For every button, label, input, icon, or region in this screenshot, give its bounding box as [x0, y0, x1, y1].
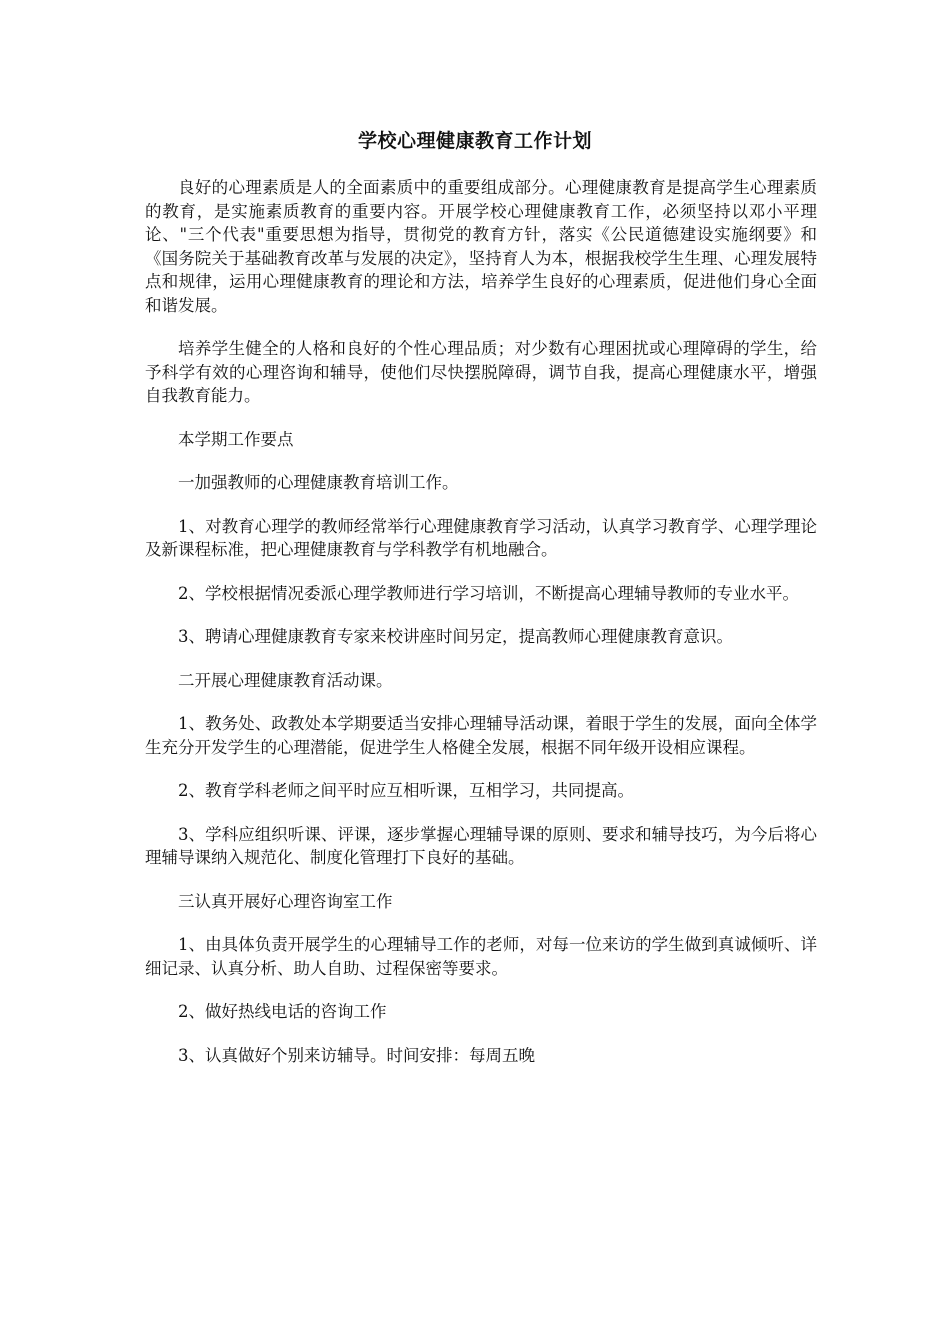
document-body — [145, 176, 817, 1087]
list-item: 1、由具体负责开展学生的心理辅导工作的老师，对每一位来访的学生做到真诚倾听、详细记录、认真分析、助人自助、过程保密等要求。 — [145, 935, 817, 978]
list-item: 3、学科应组织听课、评课，逐步掌握心理辅导课的原则、要求和辅导技巧，为今后将心理辅导课纳入规范化、制度化管理打下良好的基础。 — [145, 824, 817, 867]
paragraph-intro: 良好的心理素质是人的全面素质中的重要组成部分。心理健康教育是提高学生心理素质的教育，是实施素质教育的重要内容。开展学校心理健康教育工作，必须坚持以邓小平理论、"三个代表"重要思想为指导，贯彻党的教育方针，落实《公民道德建设实施纲要》和《国务院关于基础教育改革与发展的决定》，坚持育人为本，根据我校学生生理、心理发展特点和规律，运用心理健康教育的理论和方法，培养学生良好的心理素质，促进他们身心全面和谐发展。 — [145, 178, 817, 315]
list-item: 2、教育学科老师之间平时应互相听课，互相学习，共同提高。 — [178, 781, 634, 800]
list-item: 1、对教育心理学的教师经常举行心理健康教育学习活动，认真学习教育学、心理学理论及新课程标准，把心理健康教育与学科教学有机地融合。 — [145, 516, 817, 559]
section-heading-counseling-room: 三认真开展好心理咨询室工作 — [178, 891, 393, 911]
list-item: 3、聘请心理健康教育专家来校讲座时间另定，提高教师心理健康教育意识。 — [178, 627, 733, 646]
list-item: 1、教务处、政教处本学期要适当安排心理辅导活动课，着眼于学生的发展，面向全体学生充分开发学生的心理潜能，促进学生人格健全发展，根据不同年级开设相应课程。 — [145, 714, 817, 757]
section-heading-activity-class: 二开展心理健康教育活动课。 — [178, 670, 393, 690]
list-item: 3、认真做好个别来访辅导。时间安排：每周五晚 — [178, 1045, 535, 1065]
section-heading-teacher-training: 一加强教师的心理健康教育培训工作。 — [178, 473, 459, 492]
list-item: 2、做好热线电话的咨询工作 — [178, 1002, 387, 1021]
paragraph-goals: 培养学生健全的人格和良好的个性心理品质；对少数有心理困扰或心理障碍的学生，给予科学有效的心理咨询和辅导，使他们尽快摆脱障碍，调节自我，提高心理健康水平，增强自我教育能力。 — [145, 339, 817, 405]
list-item: 2、学校根据情况委派心理学教师进行学习培训，不断提高心理辅导教师的专业水平。 — [178, 583, 799, 603]
section-heading-key-points: 本学期工作要点 — [178, 429, 294, 449]
document-title: 学校心理健康教育工作计划 — [357, 130, 592, 152]
